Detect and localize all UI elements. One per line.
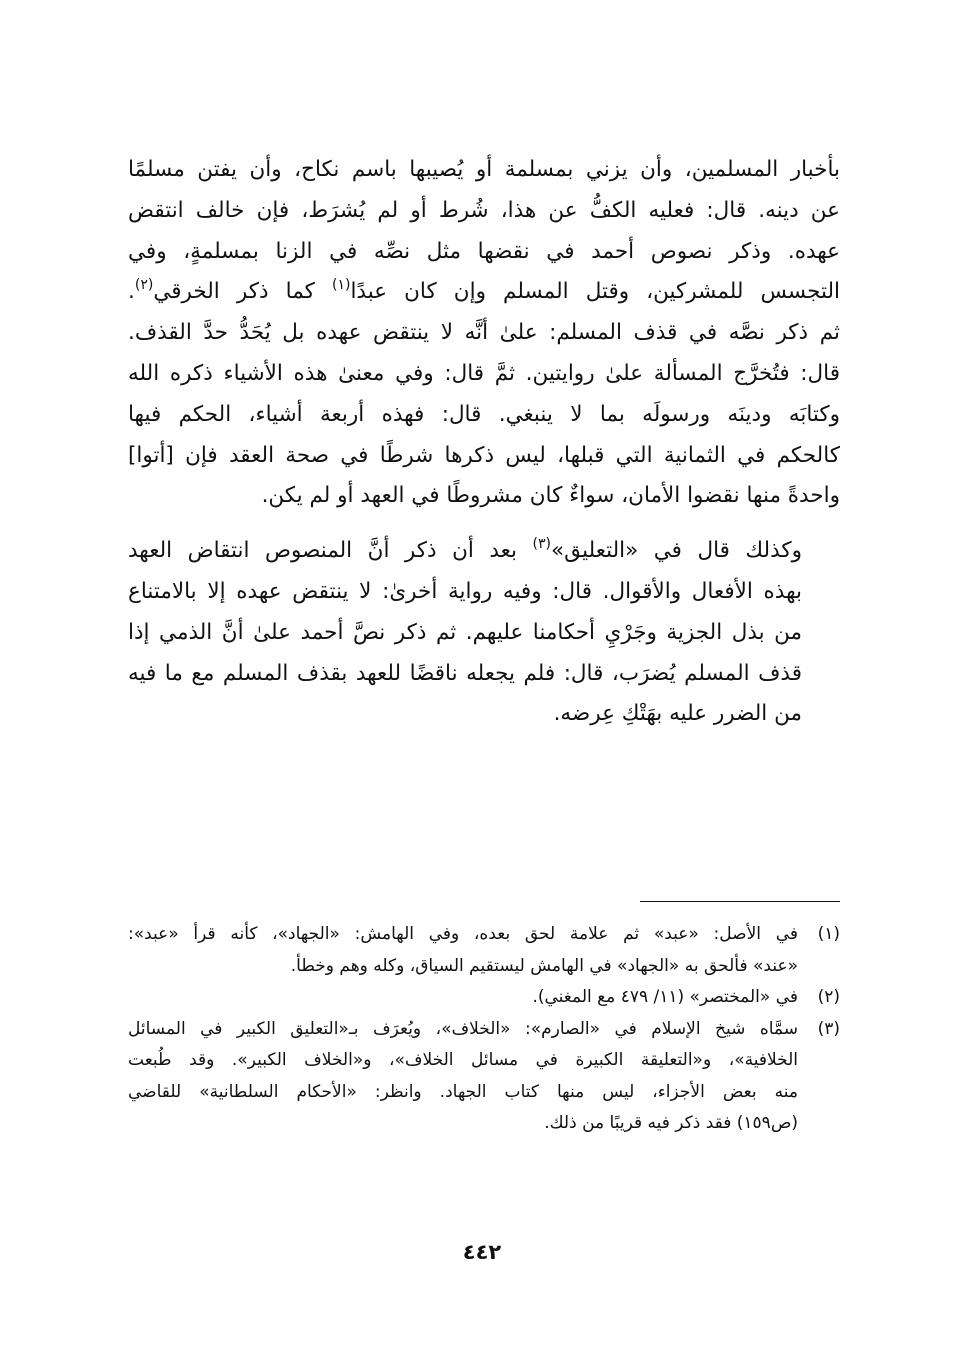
- footnote-line: الخلافية»، و«التعليقة الكبيرة في مسائل الخلاف»، و«الخلاف الكبير». وقد طُبعت: [128, 1050, 798, 1070]
- footnote-line: سمَّاه شيخ الإسلام في «الصارم»: «الخلاف»، ويُعرَف بـ«التعليق الكبير في المسائل: [128, 1018, 798, 1039]
- footnote-line: في الأصل: «عبد» ثم علامة لحق بعده، وفي الهامش: «الجهاد»، كأنه قرأ «عبد»:: [128, 924, 798, 944]
- page-number: ٤٤٢: [462, 1240, 502, 1264]
- text-segment: التجسس للمشركين، وقتل المسلم وإن كان عبدًا: [350, 279, 840, 305]
- paragraph-1: [128, 150, 840, 517]
- footnote-line: في «المختصر» (١١/ ٤٧٩ مع المغني).: [532, 987, 798, 1007]
- text-line: عن دينه. قال: فعليه الكفُّ عن هذا، شُرط أو لم يُشرَط، فإن خالف انتقض: [128, 197, 840, 223]
- text-segment: .: [128, 279, 135, 305]
- text-line: كالحكم في الثمانية التي قبلها، ليس ذكرها شرطًا في صحة العقد فإن [أتوا]: [128, 442, 840, 468]
- footnote-ref-2: (٢): [134, 277, 154, 294]
- footnote-separator: [640, 901, 840, 902]
- text-line: من الضرر عليه بهَتْكِ عِرضه.: [553, 701, 802, 727]
- text-line: قال: فتُخرَّج المسألة علىٰ روايتين. ثمَّ قال: وفي معنىٰ هذه الأشياء ذكره الله: [128, 360, 840, 386]
- footnote-2: [128, 982, 840, 1014]
- footnote-body: [128, 919, 798, 982]
- footnote-body: [128, 982, 798, 1014]
- footnote-number: (٢): [817, 987, 840, 1007]
- text-line: عهده. وذكر نصوص أحمد في نقضها مثل نصِّه في الزنا بمسلمةٍ، وفي: [128, 238, 840, 264]
- footnotes: [128, 919, 840, 1140]
- footnote-ref-3: (٣): [532, 536, 552, 553]
- footnote-number: (٣): [817, 1018, 840, 1039]
- text-line: ثم ذكر نصَّه في قذف المسلم: علىٰ أنَّه لا ينتقض عهده بل يُحَدُّ حدَّ القذف.: [128, 320, 840, 346]
- footnote-ref-1: (١): [331, 277, 351, 294]
- text-line: من بذل الجزية وجَرْيِ أحكامنا عليهم. ثم ذكر نصَّ أحمد علىٰ أنَّ الذمي إذا: [128, 619, 802, 645]
- text-line: بهذه الأفعال والأقوال. قال: وفيه رواية أخرىٰ: لا ينتقض عهده إلا بالامتناع: [128, 578, 802, 604]
- footnote-line: منه بعض الأجزاء، ليس منها كتاب الجهاد. وانظر: «الأحكام السلطانية» للقاضي: [128, 1081, 798, 1102]
- text-line: قذف المسلم يُضرَب، قال: فلم يجعله ناقضًا للعهد بقذف المسلم مع ما فيه: [128, 660, 802, 686]
- text-segment: بعد أن ذكر أنَّ المنصوص انتقاض العهد: [128, 538, 518, 564]
- text-line-with-refs: [128, 272, 840, 313]
- text-line-with-refs: [128, 531, 840, 572]
- text-line: واحدةً منها نقضوا الأمان، سواءٌ كان مشروطًا في العهد أو لم يكن.: [261, 483, 840, 509]
- paragraph-2: [128, 531, 840, 735]
- main-text: [128, 150, 840, 735]
- footnote-number: (١): [817, 924, 840, 944]
- text-line: وكتابَه ودينَه ورسولَه بما لا ينبغي. قال: فهذه أربعة أشياء، الحكم فيها: [128, 401, 840, 427]
- footnote-1: [128, 919, 840, 982]
- footnote-body: [128, 1014, 798, 1140]
- text-segment: وكذلك قال في «التعليق»: [551, 538, 802, 564]
- text-segment: كما ذكر الخرقي: [153, 279, 315, 305]
- footnote-line: «عند» فألحق به «الجهاد» في الهامش ليستقيم السياق، وكله وهم وخطأ.: [290, 955, 798, 976]
- text-line: بأخبار المسلمين، وأن يزني بمسلمة أو يُصيبها باسم نكاح، وأن يفتن مسلمًا: [128, 157, 840, 182]
- footnote-3: [128, 1014, 840, 1140]
- footnote-line: (ص١٥٩) فقد ذكر فيه قريبًا من ذلك.: [544, 1113, 798, 1133]
